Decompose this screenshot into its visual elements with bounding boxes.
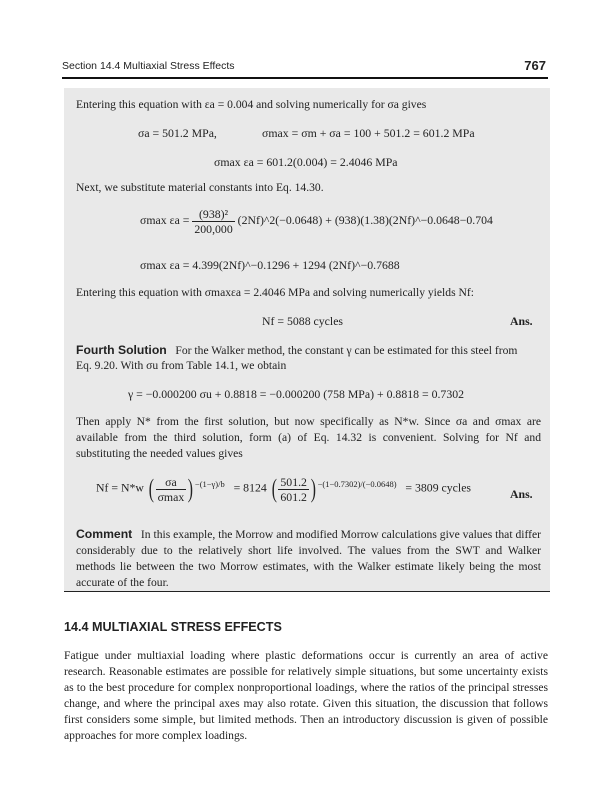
section-body: Fatigue under multiaxial loading where plastic deformations occur is currently an area of active research. Reasonable estimates are possible for relatively simple situations, but some uncertainty exists as to the best procedure for complex nonproportional loadings, where the ratios of the principal stresses change, and where the principal axes may also rotate. Given this situation, the discussion that follows first considers some simple, but limited methods. Then an introductory discussion is given of possible approaches for more complex loadings. [64,649,548,742]
eq7-fraction-1 [156,475,187,504]
eq7-lhs: Nf = N*w [96,480,144,495]
equation-gamma: γ = −0.000200 σu + 0.8818 = −0.000200 (758 MPa) + 0.8818 = 0.7302 [128,387,465,401]
fourth-solution-text-1: For the Walker method, the constant γ can be estimated for this steel from [175,344,518,357]
equation-simplified: σmax εa = 4.399(2Nf)^−0.1296 + 1294 (2Nf)^−0.7688 [140,258,400,272]
eq7-exponent-1: −(1−γ)/b [194,478,225,489]
fourth-solution-label: Fourth Solution [76,343,167,357]
comment-label: Comment [76,527,133,541]
equation-substitution [140,207,493,236]
eq3-lhs: σmax εa = [140,213,190,228]
equation-sigma-max: σmax = σm + σa = 100 + 501.2 = 601.2 MPa [262,126,475,140]
example-line-2: Next, we substitute material constants into Eq. 14.30. [76,181,324,194]
page-header [62,58,546,76]
section-heading: 14.4 MULTIAXIAL STRESS EFFECTS [64,620,282,634]
eq7-f2-denominator: 601.2 [280,489,307,504]
fourth-solution-line-2: Eq. 9.20. With σu from Table 14.1, we obtain [76,359,287,372]
eq7-f1-denominator: σmax [157,489,185,504]
then-apply-paragraph: Then apply N* from the first solution, but now specifically as N*w. Since σa and σmax are available from the third solution, form (a) of Eq. 14.32 is convenient. Solving for Nf and substituting the needed values gives [76,415,541,460]
eq7-paren-close-2: ) [310,474,316,503]
eq3-denominator: 200,000 [194,222,233,236]
answer-marker-1: Ans. [510,314,533,328]
eq3-term-2: + (938)(1.38)(2Nf)^−0.0648−0.704 [325,213,493,228]
equation-walker-life [96,474,471,504]
comment-paragraph [76,526,541,591]
example-line-3: Entering this equation with σmaxεa = 2.4046 MPa and solving numerically yields Nf: [76,286,474,299]
eq7-paren-close-1: ) [187,474,194,503]
equation-nf-result: Nf = 5088 cycles [262,314,344,328]
running-title: Section 14.4 Multiaxial Stress Effects [62,60,235,72]
eq3-numerator: (938)² [192,207,234,222]
eq7-f2-numerator: 501.2 [280,474,307,489]
eq3-fraction [192,207,234,236]
example-line-1: Entering this equation with εa = 0.004 and solving numerically for σa gives [76,98,427,111]
equation-sigma-a: σa = 501.2 MPa, [138,126,217,140]
page-number: 767 [524,58,546,73]
eq7-fraction-2 [278,475,309,504]
eq7-paren-open-2: ( [271,474,277,503]
header-rule [62,77,548,79]
eq7-middle: = 8124 [233,480,267,495]
eq3-term-1: (2Nf)^2(−0.0648) [237,213,323,228]
equation-sigma-max-eps: σmax εa = 601.2(0.004) = 2.4046 MPa [214,155,398,169]
eq7-paren-open-1: ( [148,474,154,503]
answer-marker-2: Ans. [510,487,533,501]
eq7-exponent-2: −(1−0.7302)/(−0.0648) [317,478,397,489]
fourth-solution-line-1 [76,342,517,359]
eq7-f1-numerator: σa [156,475,187,490]
comment-text: In this example, the Morrow and modified Morrow calculations give values that differ considerably due to the relatively short life involved. The values from the SWT and Walker methods lie between the two Morrow estimates, with the Walker estimate likely being the most accurate of the four. [76,528,541,589]
eq7-rhs: = 3809 cycles [405,480,472,495]
